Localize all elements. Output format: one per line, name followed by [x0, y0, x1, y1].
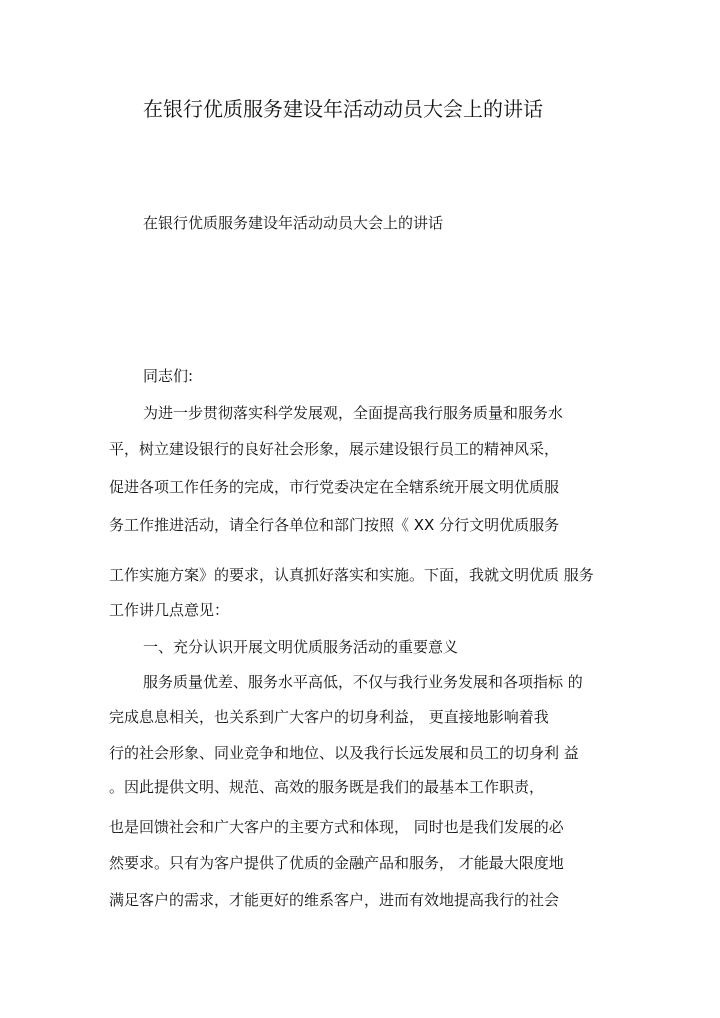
body-line: 工作实施方案》的要求，认真抓好落实和实施。下面，我就文明优质 服务 [109, 566, 594, 584]
salutation: 同志们: [143, 367, 194, 385]
body-line: 服务质量优差、服务水平高低，不仅与我行业务发展和各项指标 的 [143, 673, 583, 691]
body-line: 务工作推进活动，请全行各单位和部门按照《 XX 分行文明优质服务 [109, 516, 560, 534]
document-subtitle: 在银行优质服务建设年活动动员大会上的讲话 [143, 214, 444, 232]
body-line: 为进一步贯彻落实科学发展观，全面提高我行服务质量和服务水 [143, 404, 564, 422]
body-line: 行的社会形象、同业竞争和地位、以及我行长远发展和员工的切身利 益 [109, 744, 579, 762]
body-line: 完成息息相关，也关系到广大客户的切身利益， 更直接地影响着我 [109, 708, 549, 726]
document-title: 在银行优质服务建设年活动动员大会上的讲话 [143, 97, 543, 121]
body-line: 也是回馈社会和广大客户的主要方式和体现， 同时也是我们发展的必 [109, 818, 564, 836]
body-line: 促进各项工作任务的完成，市行党委决定在全辖系统开展文明优质服 [109, 478, 560, 496]
body-line: 。因此提供文明、规范、高效的服务既是我们的最基本工作职责， [109, 778, 545, 796]
body-line: 然要求。只有为客户提供了优质的金融产品和服务， 才能最大限度地 [109, 854, 564, 872]
body-line: 平，树立建设银行的良好社会形象，展示建设银行员工的精神风采， [109, 440, 560, 458]
body-line: 满足客户的需求，才能更好的维系客户，进而有效地提高我行的社会 [109, 891, 560, 909]
section-heading: 一、充分认识开展文明优质服务活动的重要意义 [143, 638, 459, 656]
body-line: 工作讲几点意见： [109, 601, 230, 619]
